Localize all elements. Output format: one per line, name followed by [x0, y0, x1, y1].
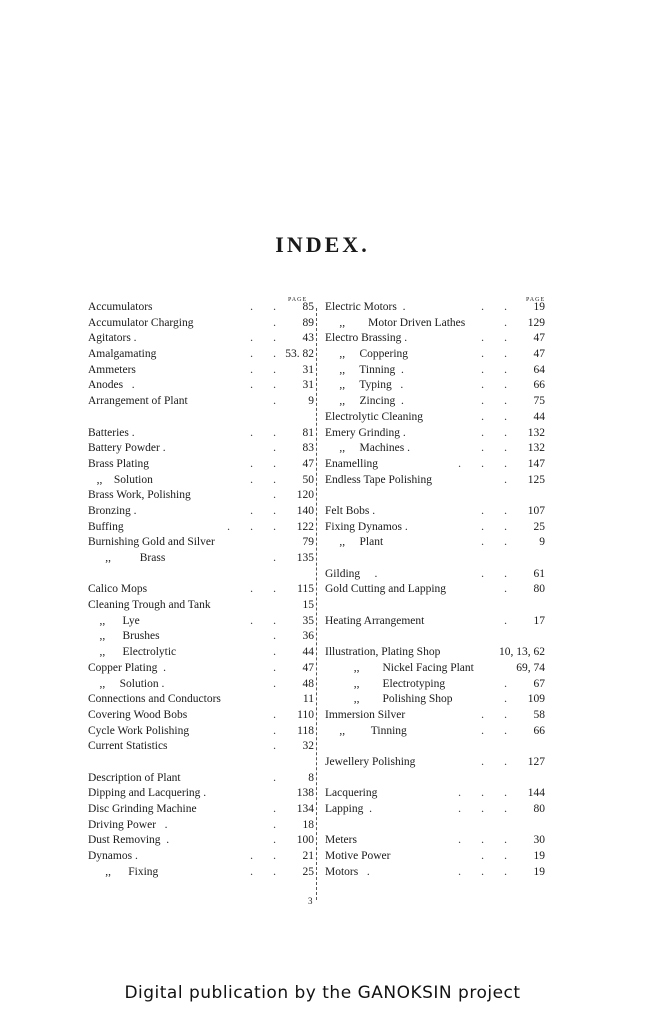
- index-entry-page: 19: [533, 865, 545, 878]
- index-entry-page: 61: [533, 567, 545, 580]
- index-entry-label: Batteries .: [88, 426, 135, 439]
- index-entry: [325, 504, 545, 520]
- index-entry-page: 31: [302, 379, 314, 392]
- index-entry-page: 36: [302, 630, 314, 643]
- index-entry-leader: .: [273, 552, 276, 564]
- index-entry: [88, 865, 324, 881]
- index-entry: [325, 347, 545, 363]
- index-entry-leader: . .: [481, 426, 507, 439]
- index-entry: [88, 802, 324, 818]
- index-entry: [325, 614, 545, 630]
- index-entry-leader: . .: [481, 536, 507, 549]
- index-entry-page: 66: [533, 379, 545, 392]
- index-entry-page: 69, 74: [516, 661, 545, 674]
- index-entry: [88, 394, 324, 410]
- index-entry-label: ,, Motor Driven Lathes: [325, 316, 466, 329]
- index-entry-label: Emery Grinding .: [325, 426, 406, 439]
- index-entry: [325, 802, 545, 818]
- index-entry: [325, 677, 545, 693]
- index-entry-page: 81: [302, 426, 314, 439]
- index-entry-leader: . .: [250, 457, 276, 470]
- index-entry-leader: . .: [481, 348, 507, 361]
- column-divider: [316, 308, 318, 900]
- index-entry-label: Cleaning Trough and Tank: [88, 599, 211, 612]
- index-entry-page: 125: [527, 473, 545, 486]
- index-entry-label: Illustration, Plating Shop: [325, 646, 441, 659]
- index-entry-label: Dynamos .: [88, 850, 138, 863]
- index-entry-label: ,, Tinning .: [325, 363, 404, 376]
- index-entry-label: ,, Fixing: [88, 865, 159, 878]
- index-entry-leader: . .: [250, 301, 276, 313]
- index-entry-page: 9: [539, 536, 545, 549]
- index-entry-leader: .: [273, 677, 276, 690]
- index-entry-leader: . .: [481, 442, 507, 455]
- index-entry-label: Buffing: [88, 520, 124, 533]
- index-entry-page: 64: [533, 363, 545, 376]
- index-entry-leader: . . .: [458, 865, 507, 878]
- index-entry: [325, 520, 545, 536]
- index-entry-label: Burnishing Gold and Silver: [88, 536, 215, 549]
- index-entry: [88, 300, 324, 316]
- index-entry: [88, 692, 324, 708]
- index-entry-leader: . .: [250, 583, 276, 596]
- index-entry-label: Copper Plating .: [88, 661, 166, 674]
- index-entry-page: 67: [533, 677, 545, 690]
- index-entry: [88, 426, 324, 442]
- index-entry-page: 58: [533, 708, 545, 721]
- page-column-header-left: PAGE: [288, 297, 308, 303]
- index-entry: [325, 661, 545, 677]
- index-entry-page: 110: [297, 708, 314, 721]
- index-entry-leader: . .: [481, 301, 507, 313]
- index-entry: [88, 771, 324, 787]
- index-entry-label: Bronzing .: [88, 504, 137, 517]
- index-entry: [325, 535, 545, 551]
- index-entry-leader: .: [273, 834, 276, 847]
- index-entry-page: 11: [302, 693, 314, 706]
- index-entry-leader: .: [504, 473, 507, 486]
- index-entry-page: 127: [527, 755, 545, 768]
- index-entry-label: Anodes .: [88, 379, 135, 392]
- index-entry: [88, 614, 324, 630]
- index-entry-label: Battery Powder .: [88, 442, 166, 455]
- index-entry-leader: .: [504, 316, 507, 329]
- index-entry-leader: . . .: [458, 787, 507, 800]
- index-entry: [88, 316, 324, 332]
- index-entry-leader: . .: [481, 395, 507, 408]
- index-entry: [88, 629, 324, 645]
- index-entry-leader: . .: [481, 520, 507, 533]
- index-entry-label: Dust Removing .: [88, 834, 170, 847]
- index-entry-label: Agitators .: [88, 332, 137, 345]
- index-entry-page: 89: [302, 316, 314, 329]
- index-entry-page: 79: [302, 536, 314, 549]
- index-entry-page: 129: [527, 316, 545, 329]
- index-entry-leader: . .: [481, 724, 507, 737]
- index-entry-page: 122: [296, 520, 314, 533]
- index-entry: [88, 582, 324, 598]
- index-entry: [325, 833, 545, 849]
- index-entry-label: Immersion Silver: [325, 708, 406, 721]
- index-entry: [325, 316, 545, 332]
- index-entry-leader: . . .: [227, 520, 276, 533]
- index-entry-page: 17: [533, 614, 545, 627]
- index-entry-page: 83: [302, 442, 314, 455]
- index-entry-page: 120: [296, 489, 314, 502]
- index-entry-leader: . .: [481, 567, 507, 580]
- index-entry-page: 66: [533, 724, 545, 737]
- index-entry-leader: . .: [250, 379, 276, 392]
- index-entry-page: 47: [533, 348, 545, 361]
- index-entry-page: 109: [527, 693, 545, 706]
- index-entry-page: 118: [297, 724, 314, 737]
- index-entry-leader: .: [504, 677, 507, 690]
- index-entry-page: 25: [302, 865, 314, 878]
- index-entry-page: 44: [302, 646, 314, 659]
- index-entry: [325, 739, 545, 755]
- index-entry-leader: .: [273, 803, 276, 815]
- index-entry: [325, 818, 545, 834]
- index-entry: [325, 473, 545, 489]
- index-entry-page: 35: [302, 614, 314, 627]
- index-entry-label: Covering Wood Bobs: [88, 708, 188, 721]
- index-entry-label: ,, Machines .: [325, 442, 410, 455]
- index-entry: [325, 724, 545, 740]
- index-entry: [88, 457, 324, 473]
- index-entry-leader: .: [273, 442, 276, 455]
- index-entry-page: 15: [302, 599, 314, 612]
- index-entry-label: Motive Power: [325, 850, 391, 863]
- index-entry-label: ,, Brass: [88, 552, 166, 564]
- index-entry-label: Amalgamating: [88, 348, 157, 361]
- index-entry-label: Motors .: [325, 865, 370, 878]
- index-entry-label: Current Statistics: [88, 740, 168, 753]
- index-entry-page: 115: [297, 583, 314, 596]
- index-entry: [88, 504, 324, 520]
- index-entry-label: Lacquering: [325, 787, 378, 800]
- index-entry-page: 30: [533, 834, 545, 847]
- index-entry: [325, 363, 545, 379]
- index-entry-leader: . .: [481, 379, 507, 392]
- index-entry-page: 31: [302, 363, 314, 376]
- index-entry: [88, 567, 324, 583]
- index-entry: [325, 426, 545, 442]
- index-entry-leader: .: [504, 693, 507, 706]
- index-entry: [88, 551, 324, 567]
- index-entry-label: ,, Electrolytic: [88, 646, 177, 659]
- index-entry: [88, 755, 324, 771]
- index-entry: [88, 331, 324, 347]
- index-entry: [88, 535, 324, 551]
- index-entry-label: Driving Power .: [88, 818, 168, 831]
- index-entry: [88, 488, 324, 504]
- index-entry-page: 134: [296, 803, 314, 815]
- index-entry-label: Felt Bobs .: [325, 504, 376, 517]
- index-entry: [88, 661, 324, 677]
- index-entry: [88, 708, 324, 724]
- index-entry-page: 80: [533, 583, 545, 596]
- index-entry-leader: .: [273, 771, 276, 784]
- index-entry-label: Gold Cutting and Lapping: [325, 583, 447, 596]
- index-entry-label: ,, Polishing Shop: [325, 693, 453, 706]
- index-entry: [325, 629, 545, 645]
- index-entry-leader: .: [273, 740, 276, 753]
- index-entry: [325, 849, 545, 865]
- index-entry-label: Enamelling: [325, 457, 379, 470]
- index-entry-page: 25: [533, 520, 545, 533]
- index-entry-label: ,, Nickel Facing Plant: [325, 661, 474, 674]
- index-entry-page: 32: [302, 740, 314, 753]
- index-entry: [325, 786, 545, 802]
- index-entry-page: 43: [302, 332, 314, 345]
- index-entry-label: Endless Tape Polishing: [325, 473, 432, 486]
- index-entry-label: Heating Arrangement: [325, 614, 425, 627]
- index-entry-label: ,, Brushes: [88, 630, 160, 643]
- index-entry-page: 47: [533, 332, 545, 345]
- publication-footer: Digital publication by the GANOKSIN project: [124, 983, 521, 1003]
- index-entry-leader: . .: [481, 708, 507, 721]
- index-entry-label: Dipping and Lacquering .: [88, 787, 207, 800]
- index-entry-label: Meters: [325, 834, 357, 847]
- index-entry-label: ,, Electrotyping: [325, 677, 446, 690]
- index-entry-label: Arrangement of Plant: [88, 395, 188, 408]
- index-left-column: [88, 300, 324, 880]
- index-entry: [325, 692, 545, 708]
- index-entry-label: Brass Work, Polishing: [88, 489, 191, 502]
- index-entry-page: 140: [296, 504, 314, 517]
- index-entry: [325, 457, 545, 473]
- index-entry-page: 48: [302, 677, 314, 690]
- index-entry-label: ,, Solution: [88, 473, 153, 486]
- index-entry: [88, 347, 324, 363]
- index-entry: [325, 755, 545, 771]
- index-entry: [325, 394, 545, 410]
- index-entry-label: ,, Coppering: [325, 348, 409, 361]
- index-entry: [88, 724, 324, 740]
- index-entry: [325, 378, 545, 394]
- index-entry-page: 10, 13, 62: [499, 646, 545, 659]
- index-entry-page: 47: [302, 457, 314, 470]
- index-entry-label: Disc Grinding Machine: [88, 803, 197, 815]
- index-entry-page: 19: [533, 301, 545, 313]
- index-entry-leader: . .: [250, 332, 276, 345]
- index-entry-leader: . .: [481, 363, 507, 376]
- index-entry-leader: .: [273, 818, 276, 831]
- index-entry-page: 75: [533, 395, 545, 408]
- index-entry-page: 53. 82: [285, 348, 314, 361]
- index-entry-leader: . .: [250, 504, 276, 517]
- index-entry: [88, 378, 324, 394]
- index-entry-page: 21: [302, 850, 314, 863]
- index-entry-page: 18: [302, 818, 314, 831]
- index-entry-page: 85: [302, 301, 314, 313]
- index-entry-label: Brass Plating: [88, 457, 150, 470]
- index-entry-leader: . .: [481, 332, 507, 345]
- index-entry: [88, 520, 324, 536]
- index-entry-leader: . .: [250, 614, 276, 627]
- index-right-column: [325, 300, 545, 880]
- index-entry: [325, 567, 545, 583]
- index-title: INDEX.: [275, 232, 370, 257]
- index-entry: [88, 598, 324, 614]
- index-entry-label: ,, Typing .: [325, 379, 404, 392]
- index-entry-leader: .: [273, 316, 276, 329]
- index-entry-label: Accumulator Charging: [88, 316, 194, 329]
- index-entry-label: Electric Motors .: [325, 301, 406, 313]
- index-entry-page: 47: [302, 661, 314, 674]
- index-entry: [88, 645, 324, 661]
- index-entry: [88, 739, 324, 755]
- index-entry-leader: .: [273, 395, 276, 408]
- index-entry: [88, 818, 324, 834]
- index-entry-label: ,, Tinning: [325, 724, 407, 737]
- index-entry-leader: . .: [250, 865, 276, 878]
- index-entry-label: ,, Lye: [88, 614, 140, 627]
- index-entry-page: 138: [296, 787, 314, 800]
- index-entry: [88, 849, 324, 865]
- index-entry-leader: . . .: [458, 834, 507, 847]
- index-entry-leader: .: [273, 708, 276, 721]
- index-entry-leader: .: [273, 661, 276, 674]
- index-entry: [325, 582, 545, 598]
- index-entry-leader: . .: [481, 504, 507, 517]
- index-entry-leader: .: [273, 489, 276, 502]
- index-entry: [325, 331, 545, 347]
- index-entry-leader: .: [504, 614, 507, 627]
- index-entry-leader: . .: [250, 850, 276, 863]
- index-entry: [325, 410, 545, 426]
- index-entry: [325, 598, 545, 614]
- index-entry: [325, 488, 545, 504]
- index-entry-leader: . .: [250, 348, 276, 361]
- index-entry-label: Electrolytic Cleaning: [325, 410, 424, 423]
- index-entry-page: 50: [302, 473, 314, 486]
- index-entry-page: 44: [533, 410, 545, 423]
- index-entry-page: 135: [296, 552, 314, 564]
- index-entry-label: Fixing Dynamos .: [325, 520, 408, 533]
- index-entry: [325, 441, 545, 457]
- index-entry-leader: .: [273, 646, 276, 659]
- index-entry-page: 107: [527, 504, 545, 517]
- index-entry-leader: . .: [481, 410, 507, 423]
- index-entry-page: 9: [308, 395, 314, 408]
- index-entry-page: 80: [533, 803, 545, 815]
- index-entry: [88, 677, 324, 693]
- index-entry: [88, 833, 324, 849]
- index-entry: [88, 786, 324, 802]
- index-entry-page: 132: [527, 442, 545, 455]
- index-entry: [325, 300, 545, 316]
- index-entry-page: 100: [296, 834, 314, 847]
- index-entry-page: 19: [533, 850, 545, 863]
- index-entry: [325, 771, 545, 787]
- index-entry-label: ,, Plant: [325, 536, 384, 549]
- index-entry: [88, 473, 324, 489]
- index-entry: [88, 363, 324, 379]
- index-entry-page: 132: [527, 426, 545, 439]
- index-entry: [325, 708, 545, 724]
- page-column-header-right: PAGE: [526, 297, 546, 303]
- index-entry-page: 147: [527, 457, 545, 470]
- index-entry: [88, 410, 324, 426]
- index-entry-page: 144: [527, 787, 545, 800]
- index-entry-label: Accumulators: [88, 301, 153, 313]
- index-entry-leader: . .: [250, 363, 276, 376]
- index-entry-label: Lapping .: [325, 803, 372, 815]
- index-entry-label: ,, Zincing .: [325, 395, 404, 408]
- index-entry-page: 8: [308, 771, 314, 784]
- index-entry-leader: .: [273, 630, 276, 643]
- index-entry-label: ,, Solution .: [88, 677, 165, 690]
- index-entry-label: Calico Mops: [88, 583, 148, 596]
- index-entry-leader: . .: [250, 426, 276, 439]
- index-entry-leader: . .: [250, 473, 276, 486]
- index-entry-leader: .: [504, 583, 507, 596]
- index-entry-label: Gilding .: [325, 567, 378, 580]
- index-entry-label: Ammeters: [88, 363, 136, 376]
- index-entry: [325, 551, 545, 567]
- index-entry-leader: . . .: [458, 457, 507, 470]
- index-entry-leader: . . .: [458, 803, 507, 815]
- index-entry-label: Connections and Conductors: [88, 693, 221, 706]
- index-entry-leader: . .: [481, 850, 507, 863]
- index-entry-label: Jewellery Polishing: [325, 755, 416, 768]
- index-entry-label: Description of Plant: [88, 771, 181, 784]
- index-entry-leader: .: [273, 724, 276, 737]
- index-entry: [325, 865, 545, 881]
- index-entry-leader: . .: [481, 755, 507, 768]
- index-entry-label: Cycle Work Polishing: [88, 724, 190, 737]
- page-number: 3: [308, 896, 313, 906]
- index-entry: [88, 441, 324, 457]
- index-entry: [325, 645, 545, 661]
- index-entry-label: Electro Brassing .: [325, 332, 408, 345]
